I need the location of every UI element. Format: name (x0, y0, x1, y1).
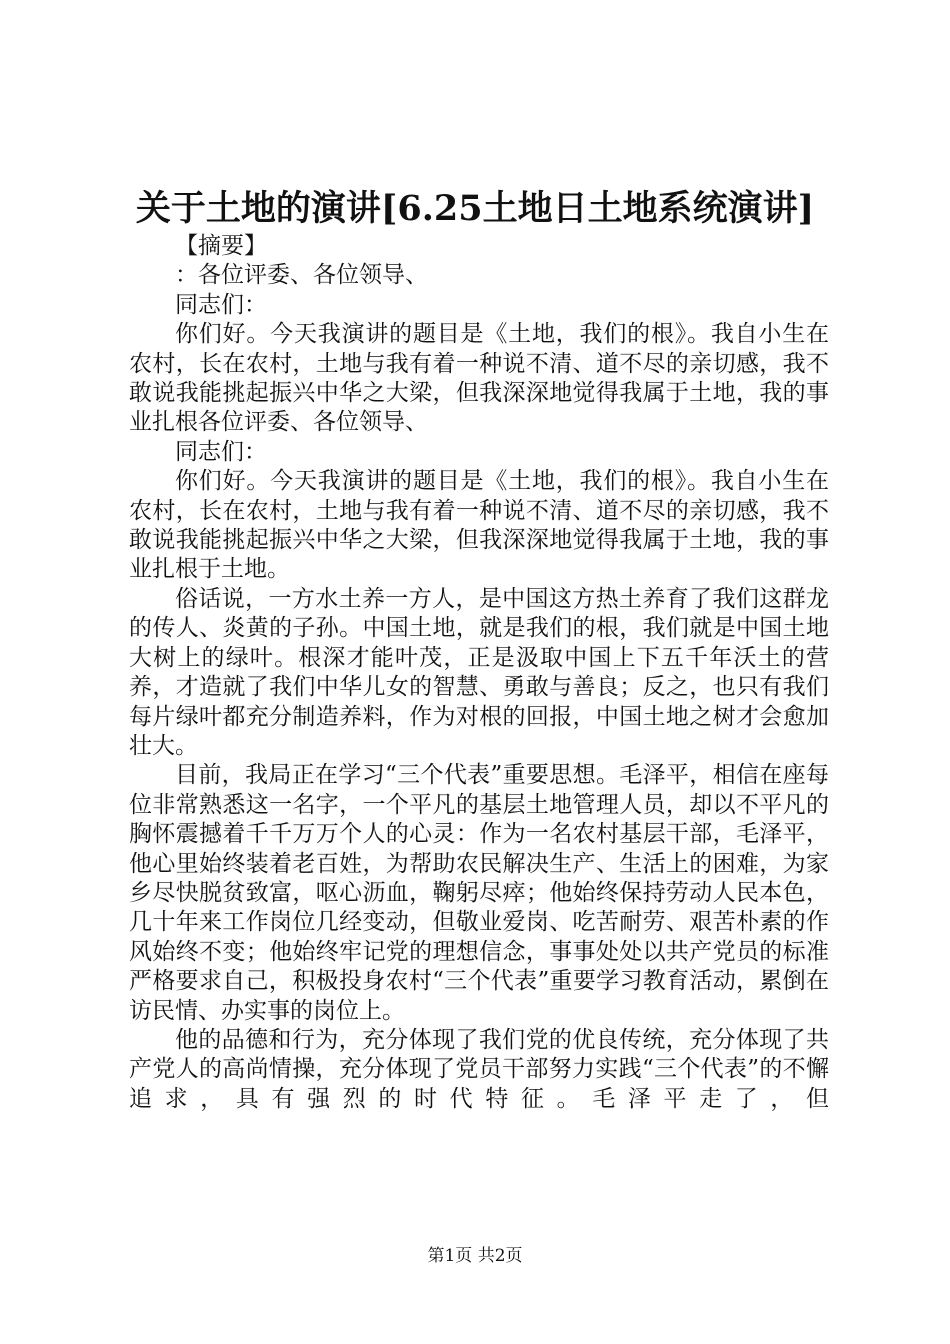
page-number: 第1页 共2页 (427, 1246, 523, 1266)
paragraph-comrades: 同志们： (175, 291, 267, 318)
paragraph-greeting: 你们好。今天我演讲的题目是《土地，我们的根》。我自小生在农村，长在农村，土地与我有着一种说不清、道不尽的亲切感，我不敢说我能挑起振兴中华之大梁，但我深深地觉得我属于土地，我的事业扎根各位评委、各位领导、 (129, 321, 829, 436)
paragraph-greeting-repeat: 你们好。今天我演讲的题目是《土地，我们的根》。我自小生在农村，长在农村，土地与我有着一种说不清、道不尽的亲切感，我不敢说我能挑起振兴中华之大梁，但我深深地觉得我属于土地，我的事业扎根于土地。 (129, 468, 829, 583)
paragraph-abstract-heading: 【摘要】 (175, 233, 267, 259)
document-title: 关于土地的演讲[6.25土地日土地系统演讲] (135, 188, 815, 229)
paragraph-character: 他的品德和行为，充分体现了我们党的优良传统，充分体现了共产党人的高尚情操，充分体现了党员干部努力实践“三个代表”的不懈追求，具有强烈的时代特征。毛泽平走了，但 (129, 1026, 829, 1112)
paragraph-mao-zeping: 目前，我局正在学习“三个代表”重要思想。毛泽平，相信在座每位非常熟悉这一名字，一个平凡的基层土地管理人员，却以不平凡的胸怀震撼着千千万万个人的心灵：作为一名农村基层干部，毛泽平，他心里始终装着老百姓，为帮助农民解决生产、生活上的困难，为家乡尽快脱贫致富，呕心沥血，鞠躬尽瘁；他始终保持劳动人民本色，几十年来工作岗位几经变动，但敬业爱岗、吃苦耐劳、艰苦朴素的作风始终不变；他始终牢记党的理想信念，事事处处以共产党员的标准严格要求自己，积极投身农村“三个代表”重要学习教育活动，累倒在访民情、办实事的岗位上。 (129, 762, 829, 1024)
paragraph-salutation: ：各位评委、各位领导、 (175, 262, 428, 289)
document-body (129, 232, 829, 1114)
paragraph-comrades-repeat: 同志们： (175, 438, 267, 465)
paragraph-saying: 俗话说，一方水土养一方人，是中国这方热土养育了我们这群龙的传人、炎黄的子孙。中国土地，就是我们的根，我们就是中国土地大树上的绿叶。根深才能叶茂，正是汲取中国上下五千年沃土的营养，才造就了我们中华儿女的智慧、勇敢与善良；反之，也只有我们每片绿叶都充分制造养料，作为对根的回报，中国土地之树才会愈加壮大。 (129, 585, 829, 759)
